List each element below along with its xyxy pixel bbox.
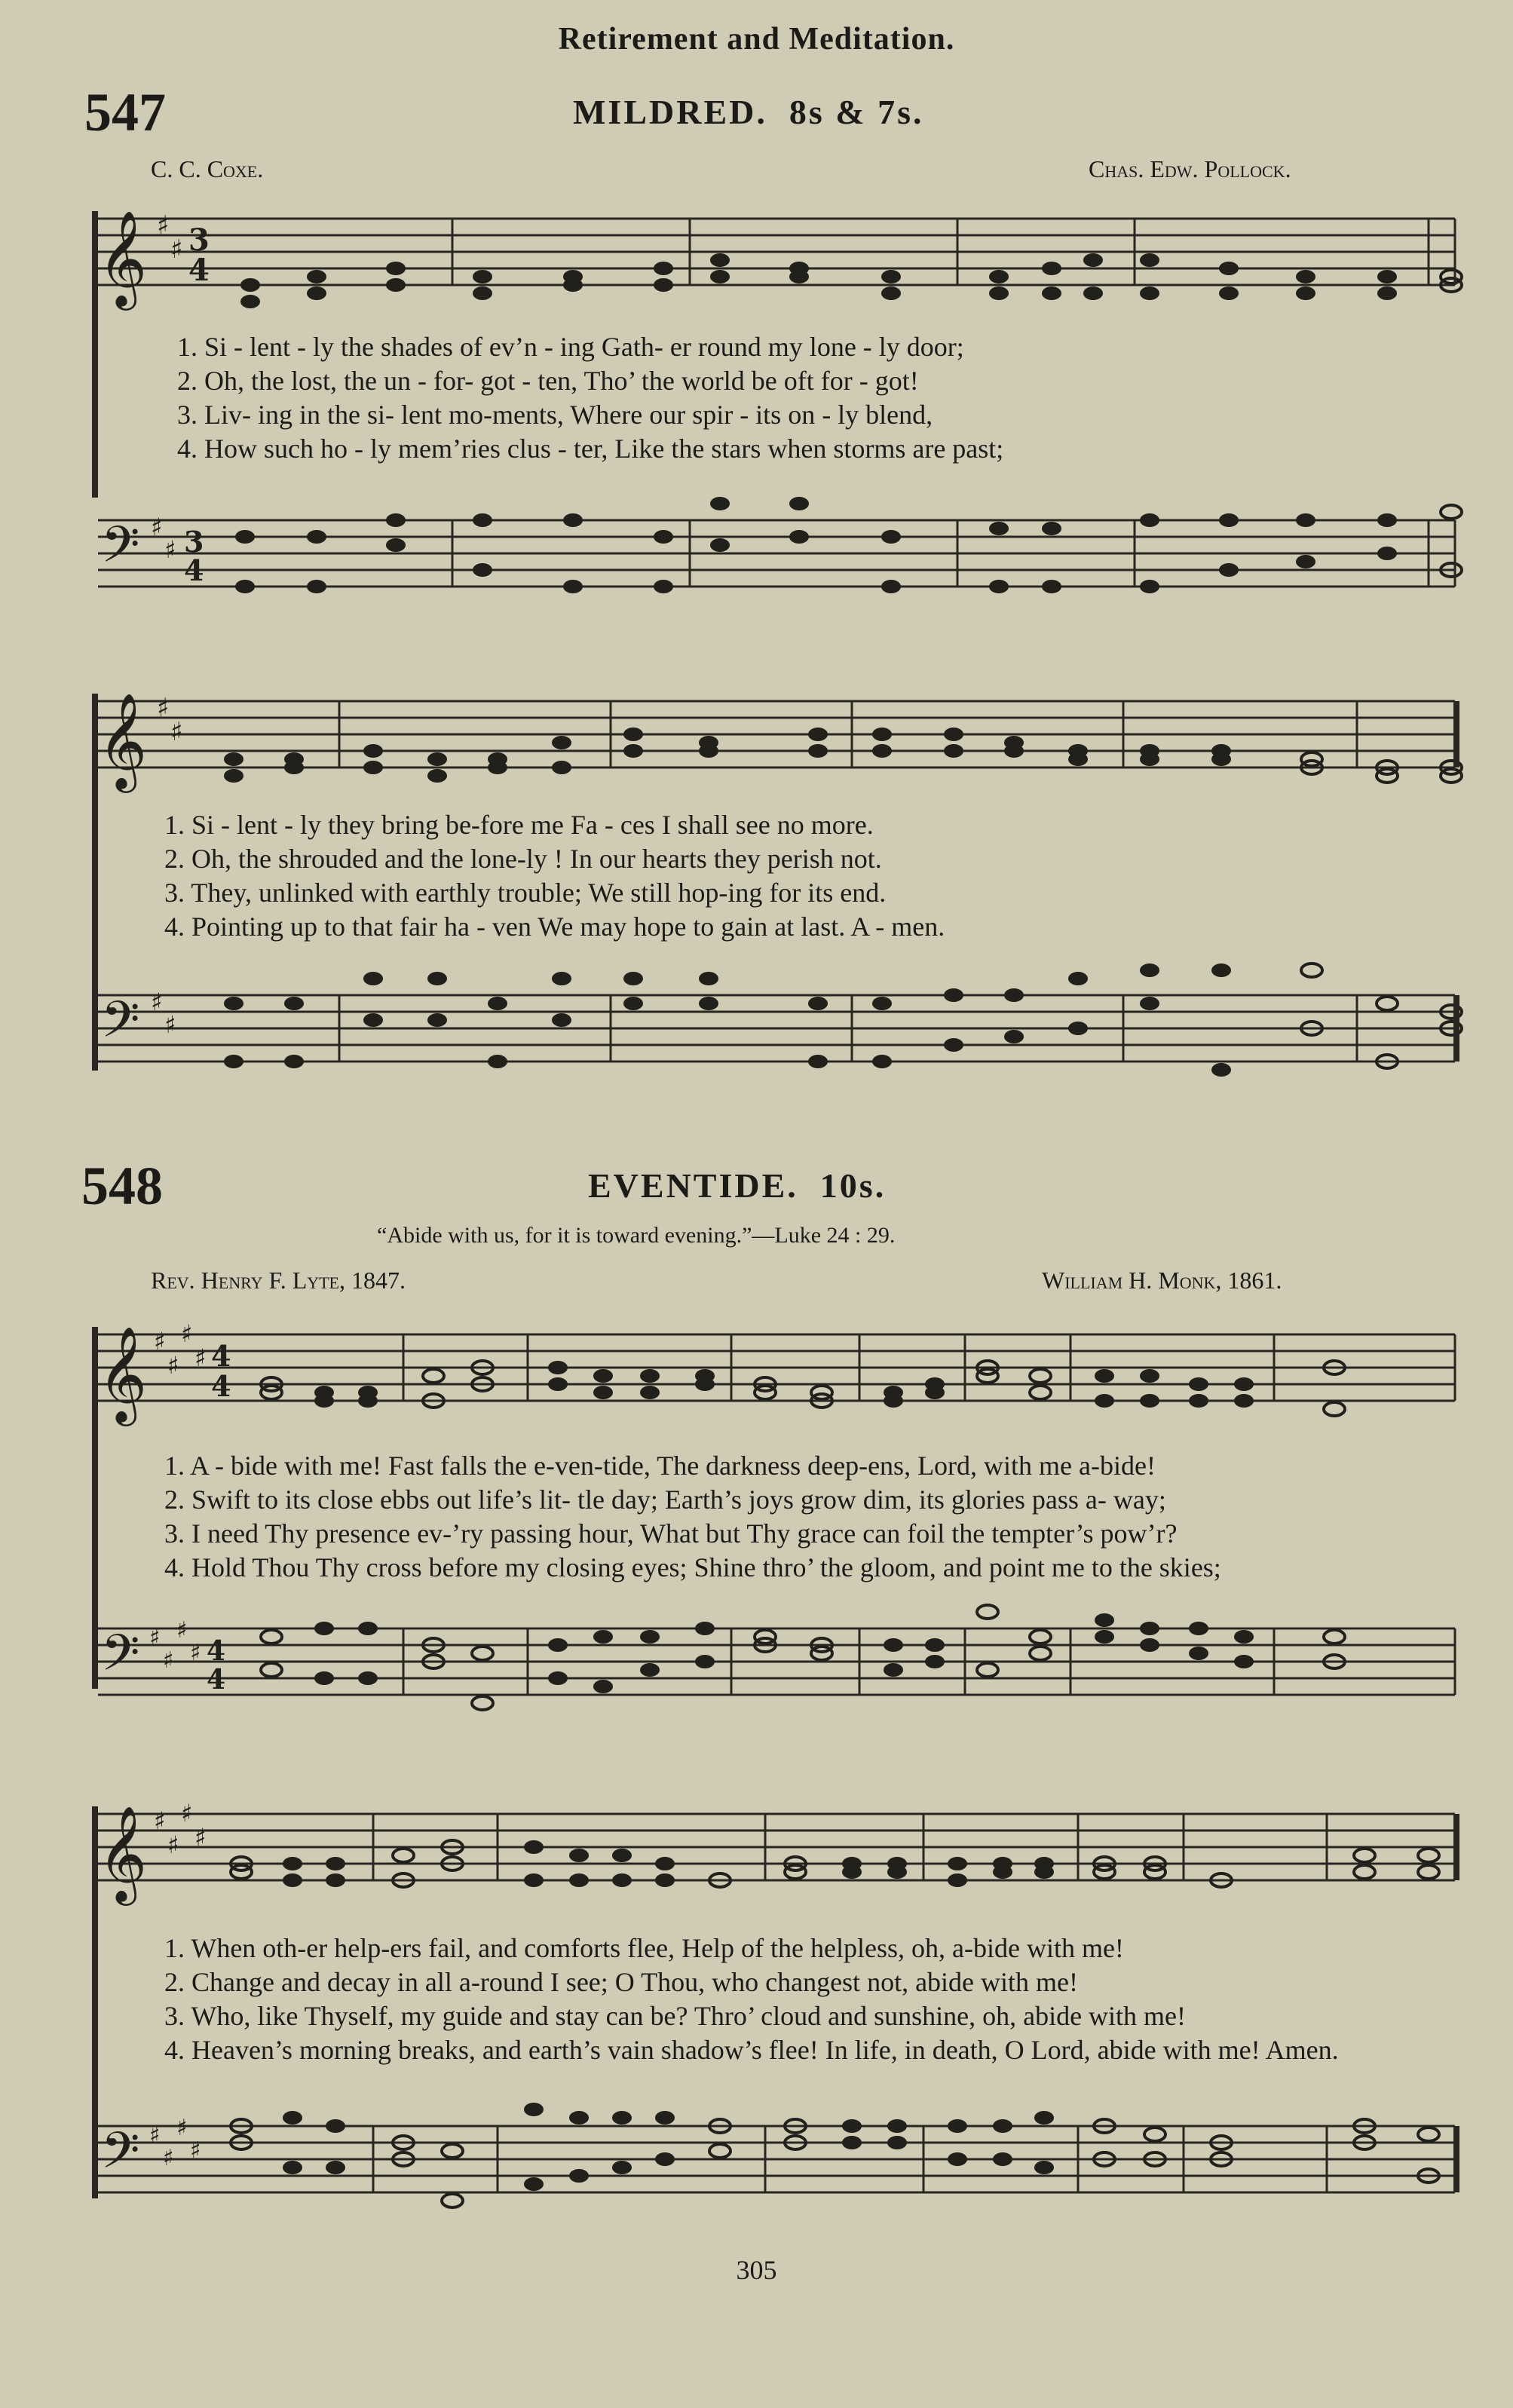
composer-credit: Chas. Edw. Pollock. [1089,155,1291,182]
sharp-icon: ♯ [181,1319,193,1348]
verse-line: 1. Si - lent - ly the shades of ev’n - ing Gath- er round my lone - ly door; [177,332,964,362]
verse-line: 4. Heaven’s morning breaks, and earth’s vain shadow’s flee! In life, in death, O Lord, abide with me! Amen. [164,2035,1339,2065]
bass-staff [90,957,1462,1071]
verse-line: 1. Si - lent - ly they bring be-fore me Fa - ces I shall see no more. [164,810,874,840]
sharp-icon: ♯ [181,1799,193,1827]
treble-staff [90,196,1462,309]
author-credit: Rev. Henry F. Lyte, 1847. [151,1267,406,1294]
composer-credit: William H. Monk, 1861. [1042,1267,1282,1294]
tune-meter: 8s & 7s. [789,93,924,131]
sharp-icon: ♯ [157,210,170,240]
sharp-icon: ♯ [163,2145,174,2171]
tune-meter: 10s. [819,1166,887,1205]
sharp-icon: ♯ [157,693,170,723]
notes [235,497,1462,593]
verse-block [164,1932,1339,2067]
verse-block [177,330,1003,466]
verse-line: 1. A - bide with me! Fast falls the e-ven-tide, The darkness deep-ens, Lord, with me a-bide! [164,1451,1156,1481]
author-credit: C. C. Coxe. [151,155,264,182]
bass-staff [90,483,1462,596]
bass-staff [90,1591,1462,1704]
sharp-icon: ♯ [170,717,183,747]
verse-line: 3. Who, like Thyself, my guide and stay can be? Thro’ cloud and sunshine, oh, abide with me! [164,2001,1187,2031]
sharp-icon: ♯ [154,1806,166,1835]
verse-line: 4. Pointing up to that fair ha - ven We may hope to gain at last. A - men. [164,911,945,942]
verse-line: 2. Change and decay in all a-round I see; O Thou, who changest not, abide with me! [164,1967,1078,1997]
sharp-icon: ♯ [194,1343,207,1372]
time-signature-bottom: 4 [184,553,204,587]
notes [224,728,1462,783]
sharp-icon: ♯ [151,988,163,1016]
sharp-icon: ♯ [190,1640,201,1666]
time-signature-bottom: 4 [211,1369,231,1403]
bass-clef-icon: 𝄢 [101,2122,140,2192]
notes [224,964,1462,1077]
treble-clef-icon: 𝄞 [98,1805,148,1901]
verse-block [164,1449,1221,1585]
bass-clef-icon: 𝄢 [101,991,140,1061]
bass-clef-icon: 𝄢 [101,1624,140,1694]
sharp-icon: ♯ [149,1625,161,1651]
sharp-icon: ♯ [194,1823,207,1852]
sharp-icon: ♯ [154,1327,166,1356]
tune-name: MILDRED. [573,93,767,131]
sharp-icon: ♯ [164,535,176,564]
time-signature-top: 4 [207,1635,226,1667]
sharp-icon: ♯ [151,513,163,541]
section-title: Retirement and Meditation. [558,22,955,57]
sharp-icon: ♯ [149,2122,161,2149]
bass-staff [90,2088,1462,2201]
staff-lines [98,219,1455,285]
sharp-icon: ♯ [176,1617,188,1644]
tune-title [573,92,923,132]
sharp-icon: ♯ [164,1010,176,1039]
treble-staff [90,1791,1462,1904]
time-signature-top: 3 [188,222,210,258]
sharp-icon: ♯ [167,1351,179,1380]
verse-line: 3. I need Thy presence ev-’ry passing hour, What but Thy grace can foil the tempter’s pow’r? [164,1518,1178,1549]
verse-line: 4. How such ho - ly mem’ries clus - ter, Like the stars when storms are past; [177,434,1004,464]
verse-line: 3. Liv- ing in the si- lent mo-ments, Where our spir - its on - ly blend, [177,400,933,430]
verse-line: 2. Oh, the shrouded and the lone-ly ! In our hearts they perish not. [164,844,882,874]
treble-clef-icon: 𝄞 [98,692,148,789]
treble-clef-icon: 𝄞 [98,210,148,306]
tune-name: EVENTIDE. [588,1166,798,1205]
verse-block [164,808,945,944]
time-signature-top: 3 [184,525,204,559]
treble-staff [90,1312,1462,1425]
treble-staff [90,679,1462,792]
verse-line: 2. Swift to its close ebbs out life’s lit- tle day; Earth’s joys grow dim, its glories pass a- way; [164,1484,1166,1515]
sharp-icon: ♯ [190,2137,201,2164]
bass-clef-icon: 𝄢 [101,516,140,586]
tune-title [588,1166,886,1206]
epigraph: “Abide with us, for it is toward evening.”—Luke 24 : 29. [377,1223,896,1248]
hymn-number: 548 [81,1156,163,1216]
sharp-icon: ♯ [170,234,183,265]
verse-line: 3. They, unlinked with earthly trouble; We still hop-ing for its end. [164,878,887,908]
notes [240,253,1462,308]
time-signature-bottom: 4 [207,1664,226,1696]
verse-line: 1. When oth-er help-ers fail, and comforts flee, Help of the helpless, oh, a-bide with me! [164,1933,1124,1963]
notes [261,1361,1345,1416]
verse-line: 4. Hold Thou Thy cross before my closing eyes; Shine thro’ the gloom, and point me to the skies; [164,1552,1221,1582]
time-signature-top: 4 [211,1339,231,1373]
sharp-icon: ♯ [176,2115,188,2141]
treble-clef-icon: 𝄞 [98,1325,148,1422]
sharp-icon: ♯ [163,1647,174,1674]
page-number: 305 [736,2255,777,2285]
hymn-number: 547 [84,82,166,142]
time-signature-bottom: 4 [188,253,210,288]
verse-line: 2. Oh, the lost, the un - for- got - ten, Tho’ the world be oft for - got! [177,366,919,396]
sharp-icon: ♯ [167,1831,179,1859]
